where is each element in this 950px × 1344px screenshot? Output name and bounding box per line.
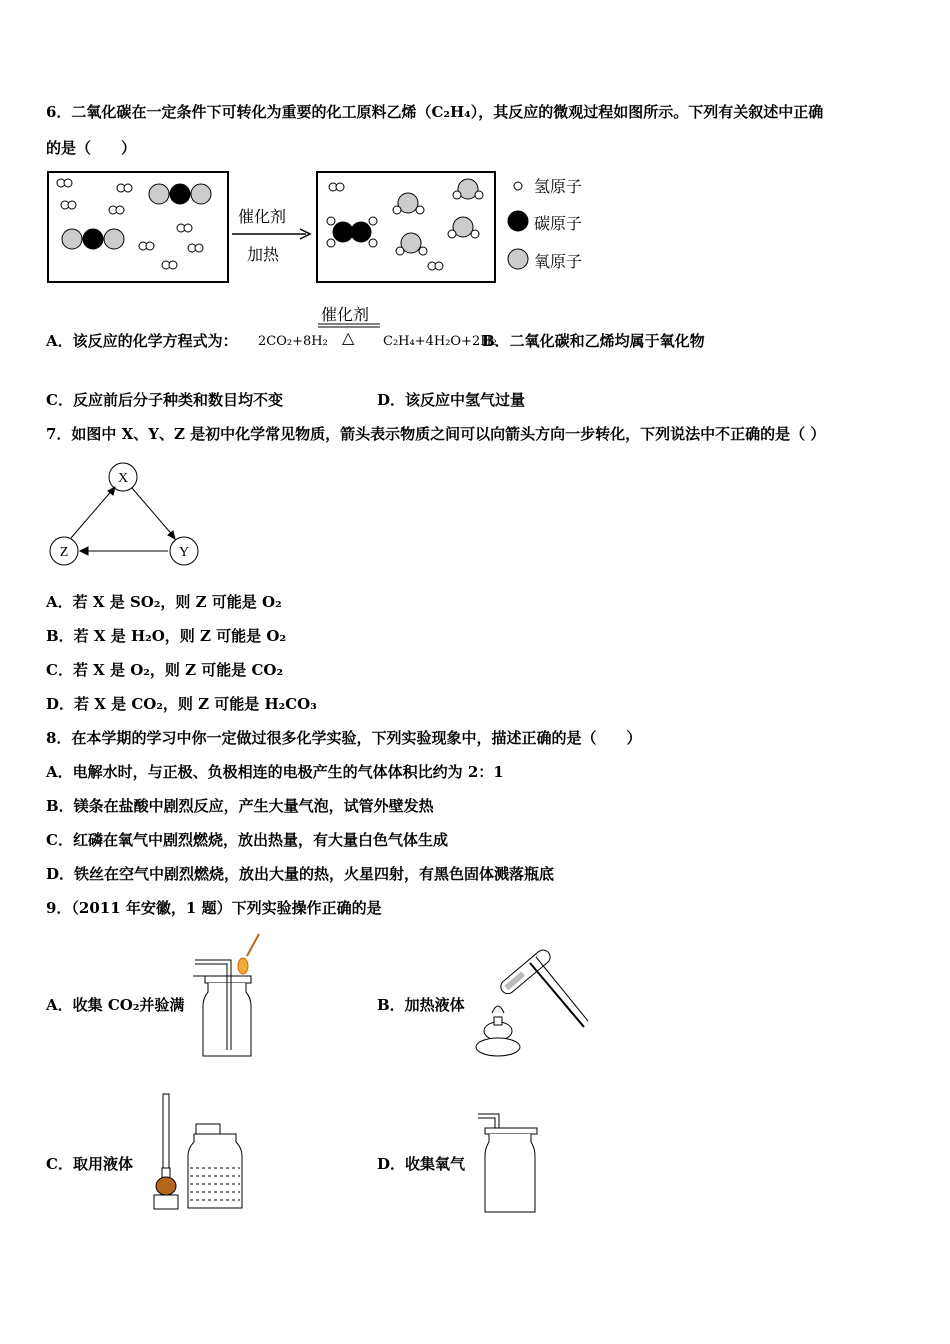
legend-carbon: 碳原子	[534, 214, 583, 233]
arrow-label-heat: 加热	[247, 245, 280, 264]
equation-catalyst: 催化剂	[321, 305, 370, 324]
q7-stem: 7．如图中 X、Y、Z 是初中化学常见物质，箭头表示物质之间可以向箭头方向一步转化，下列说法中不正确的是（ ）	[46, 425, 826, 443]
q6-option-a-reactants: 2CO₂+8H₂	[258, 334, 328, 349]
reactants-box	[47, 171, 229, 283]
node-y: Y	[178, 545, 190, 560]
q7-option-c: C．若 X 是 O₂，则 Z 可能是 CO₂	[46, 661, 284, 679]
q8-option-d: D．铁丝在空气中剧烈燃烧，放出大量的热，火星四射，有黑色固体溅落瓶底	[46, 865, 555, 883]
legend-symbols	[508, 176, 528, 286]
q8-option-b: B．镁条在盐酸中剧烈反应，产生大量气泡，试管外壁发热	[46, 797, 434, 815]
q7-option-d: D．若 X 是 CO₂，则 Z 可能是 H₂CO₃	[46, 695, 317, 713]
q6-option-b: B．二氧化碳和乙烯均属于氧化物	[482, 332, 705, 350]
oxygen-collection-apparatus	[475, 1106, 545, 1216]
q6-option-c: C．反应前后分子种类和数目均不变	[46, 391, 283, 409]
q9-option-d: D．收集氧气	[377, 1155, 466, 1173]
products-box	[316, 171, 496, 283]
q6-option-a-prefix: A．该反应的化学方程式为：	[46, 332, 238, 350]
q8-option-c: C．红磷在氧气中剧烈燃烧，放出热量，有大量白色气体生成	[46, 831, 448, 849]
q7-option-a: A．若 X 是 SO₂，则 Z 可能是 O₂	[46, 593, 282, 611]
q9-stem: 9．（2011 年安徽，1 题）下列实验操作正确的是	[46, 899, 382, 917]
legend-hydrogen: 氢原子	[534, 177, 583, 196]
heating-liquid-apparatus	[470, 935, 590, 1065]
q6-option-d: D．该反应中氢气过量	[377, 391, 526, 409]
equation-heat: △	[342, 328, 355, 347]
arrow-label-catalyst: 催化剂	[238, 207, 287, 226]
reactants-molecules	[49, 173, 231, 285]
xyz-cycle-diagram	[48, 460, 208, 572]
node-x: X	[117, 471, 129, 486]
q9-option-a: A．收集 CO₂并验满	[46, 996, 185, 1014]
legend-oxygen: 氧原子	[534, 252, 583, 271]
q6-option-a-products: C₂H₄+4H₂O+2H₂	[383, 334, 497, 349]
reaction-arrow	[232, 228, 312, 240]
q8-option-a: A．电解水时，与正极、负极相连的电极产生的气体体积比约为 2：1	[46, 763, 504, 781]
q9-option-c: C．取用液体	[46, 1155, 133, 1173]
dropper-liquid-apparatus	[150, 1090, 250, 1215]
q7-option-b: B．若 X 是 H₂O，则 Z 可能是 O₂	[46, 627, 287, 645]
products-molecules	[318, 173, 498, 285]
q6-stem-line2: 的是（ ）	[46, 139, 137, 157]
q9-option-b: B．加热液体	[377, 996, 465, 1014]
co2-collection-apparatus	[193, 932, 273, 1062]
node-z: Z	[59, 545, 69, 560]
q6-stem-line1: 6．二氧化碳在一定条件下可转化为重要的化工原料乙烯（C₂H₄），其反应的微观过程如图所示。下列有关叙述中正确	[46, 103, 824, 121]
q8-stem: 8．在本学期的学习中你一定做过很多化学实验，下列实验现象中，描述正确的是（ ）	[46, 729, 642, 747]
